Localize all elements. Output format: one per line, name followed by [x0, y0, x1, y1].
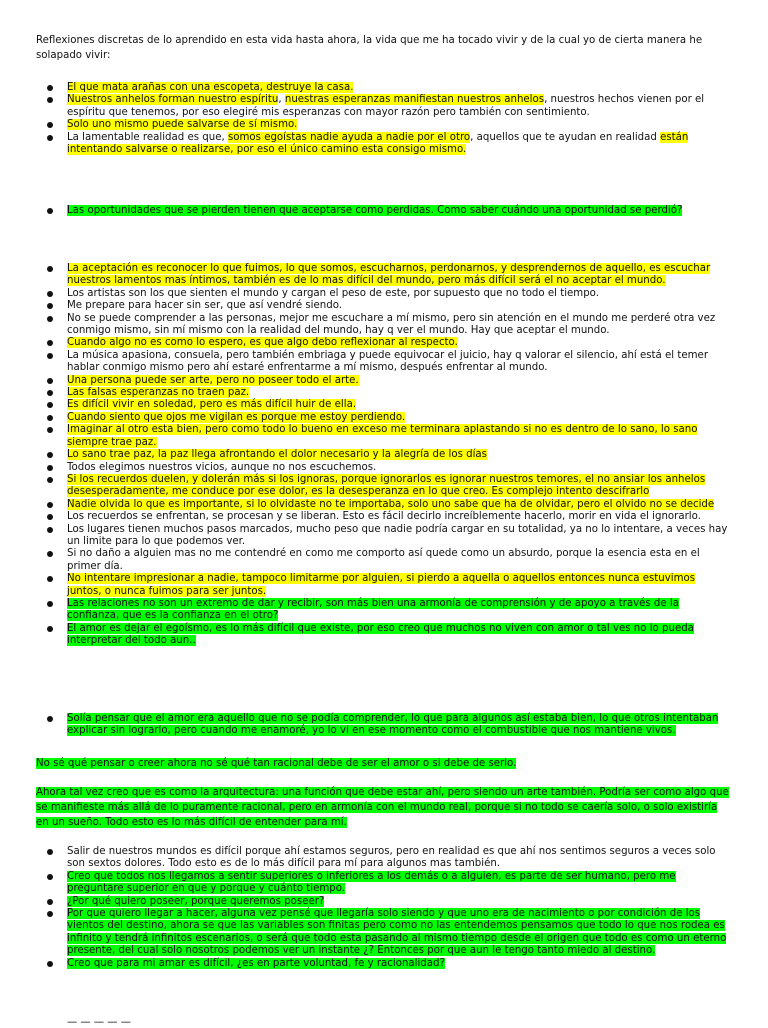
bullet-item	[0, 337, 768, 349]
bullet-item	[0, 462, 768, 474]
bullet-item	[0, 846, 768, 871]
bullet-item	[0, 896, 768, 908]
bullet-item	[0, 399, 768, 411]
bullet-text: ,	[278, 94, 285, 106]
reflection-list-4	[0, 713, 768, 738]
highlight-green: Por que quiero llegar a hacer, alguna vez pensé que llegaría solo siendo y que uno era de nacimiento o por condición de los vientos del destino, ahora se que las variables son finitas pero como no las entendemos pensamos que todo lo que nos rodea es infinito y tendrá infinitos escenarios, o será que todo esta pasando al mismo tiempo desde el origen que todo es como un eterno presente, del cual solo nosotros podemos ver un instante ¿? Entonces por que aun le tengo tanto miedo al destino.	[67, 908, 727, 957]
bullet-item	[0, 94, 768, 119]
bullet-item	[0, 908, 768, 958]
bullet-item	[0, 524, 768, 549]
highlight-green: Creo que para mi amar es difícil, ¿es en parte voluntad, fe y racionalidad?	[67, 957, 445, 969]
bullet-item	[0, 511, 768, 523]
highlight-yellow: Cuando algo no es como lo espero, es que algo debo reflexionar al respecto.	[67, 337, 458, 349]
reflection-list-3	[0, 263, 768, 648]
highlight-yellow: Si los recuerdos duelen, y dolerán más si los ignoras, porque ignorarlos es ignorar nuestros temores, el no ansiar los anhelos desesperadamente, me conduce por ese dolor, es la desesperanza en lo que creo. Es complejo intento descifrarlo	[67, 473, 706, 498]
bullet-item	[0, 958, 768, 970]
bullet-item	[0, 387, 768, 399]
bullet-item	[0, 205, 768, 217]
bullet-text: , nuestros hechos vienen por el espíritu que tenemos, por eso elegiré mis esperanzas con mayor razón pero también con sentimiento.	[67, 94, 705, 118]
bullet-item	[0, 474, 768, 499]
highlight-yellow: Las falsas esperanzas no traen paz.	[67, 387, 250, 399]
bullet-item	[0, 598, 768, 623]
architecture-paragraph	[36, 785, 732, 830]
bullet-text: La lamentable realidad es que,	[67, 131, 228, 143]
bullet-text: Todos elegimos nuestros vicios, aunque no nos escuchemos.	[67, 461, 377, 473]
bullet-item	[0, 132, 768, 157]
bullet-item	[0, 623, 768, 648]
reflection-list-5	[0, 846, 768, 970]
highlight-yellow: La aceptación es reconocer lo que fuimos, lo que somos, escucharnos, perdonarnos, y desprendernos de aquello, es escuchar nuestros lamentos mas íntimos, también es de lo mas difícil del mundo, pero más difícil será el no aceptar el mundo.	[67, 263, 711, 287]
highlight-green: Creo que todos nos llegamos a sentir superiores o inferiores a los demás o a alguien, es parte de ser humano, pero me preguntare superior en que y porque y cuánto tiempo.	[67, 870, 676, 895]
bullet-text: , aquellos que te ayudan en realidad	[470, 131, 661, 143]
love-question-paragraph	[36, 756, 732, 771]
highlight-green: El amor es dejar el egoísmo, es lo más difícil que existe, por eso creo que muchos no viven con amor o tal ves no lo pueda interpretar del todo aun..	[67, 622, 694, 647]
bullet-item	[0, 288, 768, 300]
highlight-green: ¿Por qué quiero poseer, porque queremos poseer?	[67, 895, 325, 907]
highlight-yellow: Nuestros anhelos forman nuestro espíritu	[67, 94, 279, 106]
bullet-text: Salir de nuestros mundos es difícil porque ahí estamos seguros, pero en realidad es que ahí nos sentimos seguros a veces solo son sextos dolores. Todo esto es de lo más difícil para mí para algunos mas también.	[67, 846, 716, 870]
bullet-item	[0, 871, 768, 896]
bullet-text: Si no daño a alguien mas no me contendré en como me comporto así quede como un absurdo, porque la esencia esta en el primer día.	[67, 548, 700, 572]
bullet-item	[0, 350, 768, 375]
bullet-item	[0, 713, 768, 738]
highlight-yellow: Solo uno mismo puede salvarse de sí mismo.	[67, 119, 298, 131]
bullet-item	[0, 375, 768, 387]
bullet-item	[0, 82, 768, 94]
bullet-item	[0, 313, 768, 338]
highlight-yellow: Es difícil vivir en soledad, pero es más difícil huir de ella.	[67, 399, 357, 411]
bullet-text: Los recuerdos se enfrentan, se procesan y se liberan. Esto es fácil decirlo increíblemente hacerlo, morir en vida el ignorarlo.	[67, 511, 701, 523]
reflection-list-2	[0, 205, 768, 217]
highlight-yellow: Cuando siento que ojos me vigilan es porque me estoy perdiendo.	[67, 411, 406, 423]
highlight-yellow: No intentare impresionar a nadie, tampoco limitarme por alguien, si pierdo a aquella o aquellos entonces nunca estuvimos juntos, o nunca fuimos para ser juntos.	[67, 573, 696, 597]
highlight-yellow: Una persona puede ser arte, pero no poseer todo el arte.	[67, 374, 359, 386]
bullet-text: Me prepare para hacer sin ser, que así vendré siendo.	[67, 300, 342, 312]
bullet-text: La música apasiona, consuela, pero también embriaga y puede equivocar el juicio, hay q valorar el silencio, ahí está el temer hablar conmigo mismo pero ahí estaré enfrentarme a mí mismo, después enfrentar al mundo.	[67, 349, 709, 374]
bullet-item	[0, 449, 768, 461]
intro-paragraph: Reflexiones discretas de lo aprendido en esta vida hasta ahora, la vida que me ha tocado vivir y de la cual yo de cierta manera he solapado vivir:	[36, 35, 703, 61]
highlight-yellow: El que mata arañas con una escopeta, destruye la casa.	[67, 82, 354, 93]
bullet-text: Los artistas son los que sienten el mundo y cargan el peso de este, por supuesto que no todo el tiempo.	[67, 287, 599, 299]
cutoff-line: — — — — —	[67, 1017, 131, 1028]
bullet-item	[0, 424, 768, 449]
highlight-yellow: somos egoístas nadie ayuda a nadie por el otro	[227, 131, 471, 143]
highlight-green: No sé qué pensar o creer ahora no sé qué tan racional debe de ser el amor o si debe de serlo.	[36, 758, 517, 769]
highlight-green: Solía pensar que el amor era aquello que no se podía comprender, lo que para algunos así estaba bien, lo que otros intentaban explicar sin lograrlo, pero cuando me enamoré, yo lo vi en ese momento como el combustible que nos mantiene vivos.	[67, 713, 719, 737]
bullet-text: Los lugares tienen muchos pasos marcados, mucho peso que nadie podría cargar en su totalidad, ya no lo intentare, a veces hay un limite para lo que podemos ver.	[67, 523, 728, 547]
highlight-yellow: nuestras esperanzas manifiestan nuestros anhelos	[284, 94, 545, 106]
bullet-item	[0, 263, 768, 288]
highlight-yellow: Nadie olvida lo que es importante, si lo olvidaste no te importaba, solo uno sabe que ha de olvidar, pero el olvido no se decide	[67, 498, 715, 510]
highlight-yellow: están intentando salvarse o realizarse, por eso el único camino esta consigo mismo.	[67, 131, 689, 156]
highlight-green: Las relaciones no son un extremo de dar y recibir, son más bien una armonía de comprensión y de apoyo a través de la confianza, que es la confianza en el otro?	[67, 597, 679, 622]
bullet-item	[0, 548, 768, 573]
reflection-list-1	[0, 82, 768, 156]
bullet-item	[0, 499, 768, 511]
bullet-item	[0, 119, 768, 131]
highlight-yellow: Imaginar al otro esta bien, pero como todo lo bueno en exceso me terminara aplastando si no es dentro de lo sano, lo sano siempre trae paz.	[67, 424, 698, 448]
bullet-text: No se puede comprender a las personas, mejor me escuchare a mí mismo, pero sin atención en el mundo me perderé otra vez conmigo mismo, sin mí mismo con la realidad del mundo, hay q ver el mundo. Hay que aceptar el mundo.	[67, 312, 716, 337]
bullet-item	[0, 573, 768, 598]
bullet-item	[0, 412, 768, 424]
highlight-green: Las oportunidades que se pierden tienen que aceptarse como perdidas. Como saber cuándo una oportunidad se perdió?	[67, 205, 683, 216]
highlight-green: Ahora tal vez creo que es como la arquitectura: una función que debe estar ahí, pero siendo un arte también. Podría ser como algo que se manifieste más allá de lo puramente racional, pero en armonía con el mundo real, porque si no todo se caería solo, o solo existiría en un sueño. Todo esto es lo más difícil de entender para mí.	[36, 787, 729, 828]
highlight-yellow: Lo sano trae paz, la paz llega afrontando el dolor necesario y la alegría de los días	[67, 449, 487, 461]
bullet-item	[0, 300, 768, 312]
